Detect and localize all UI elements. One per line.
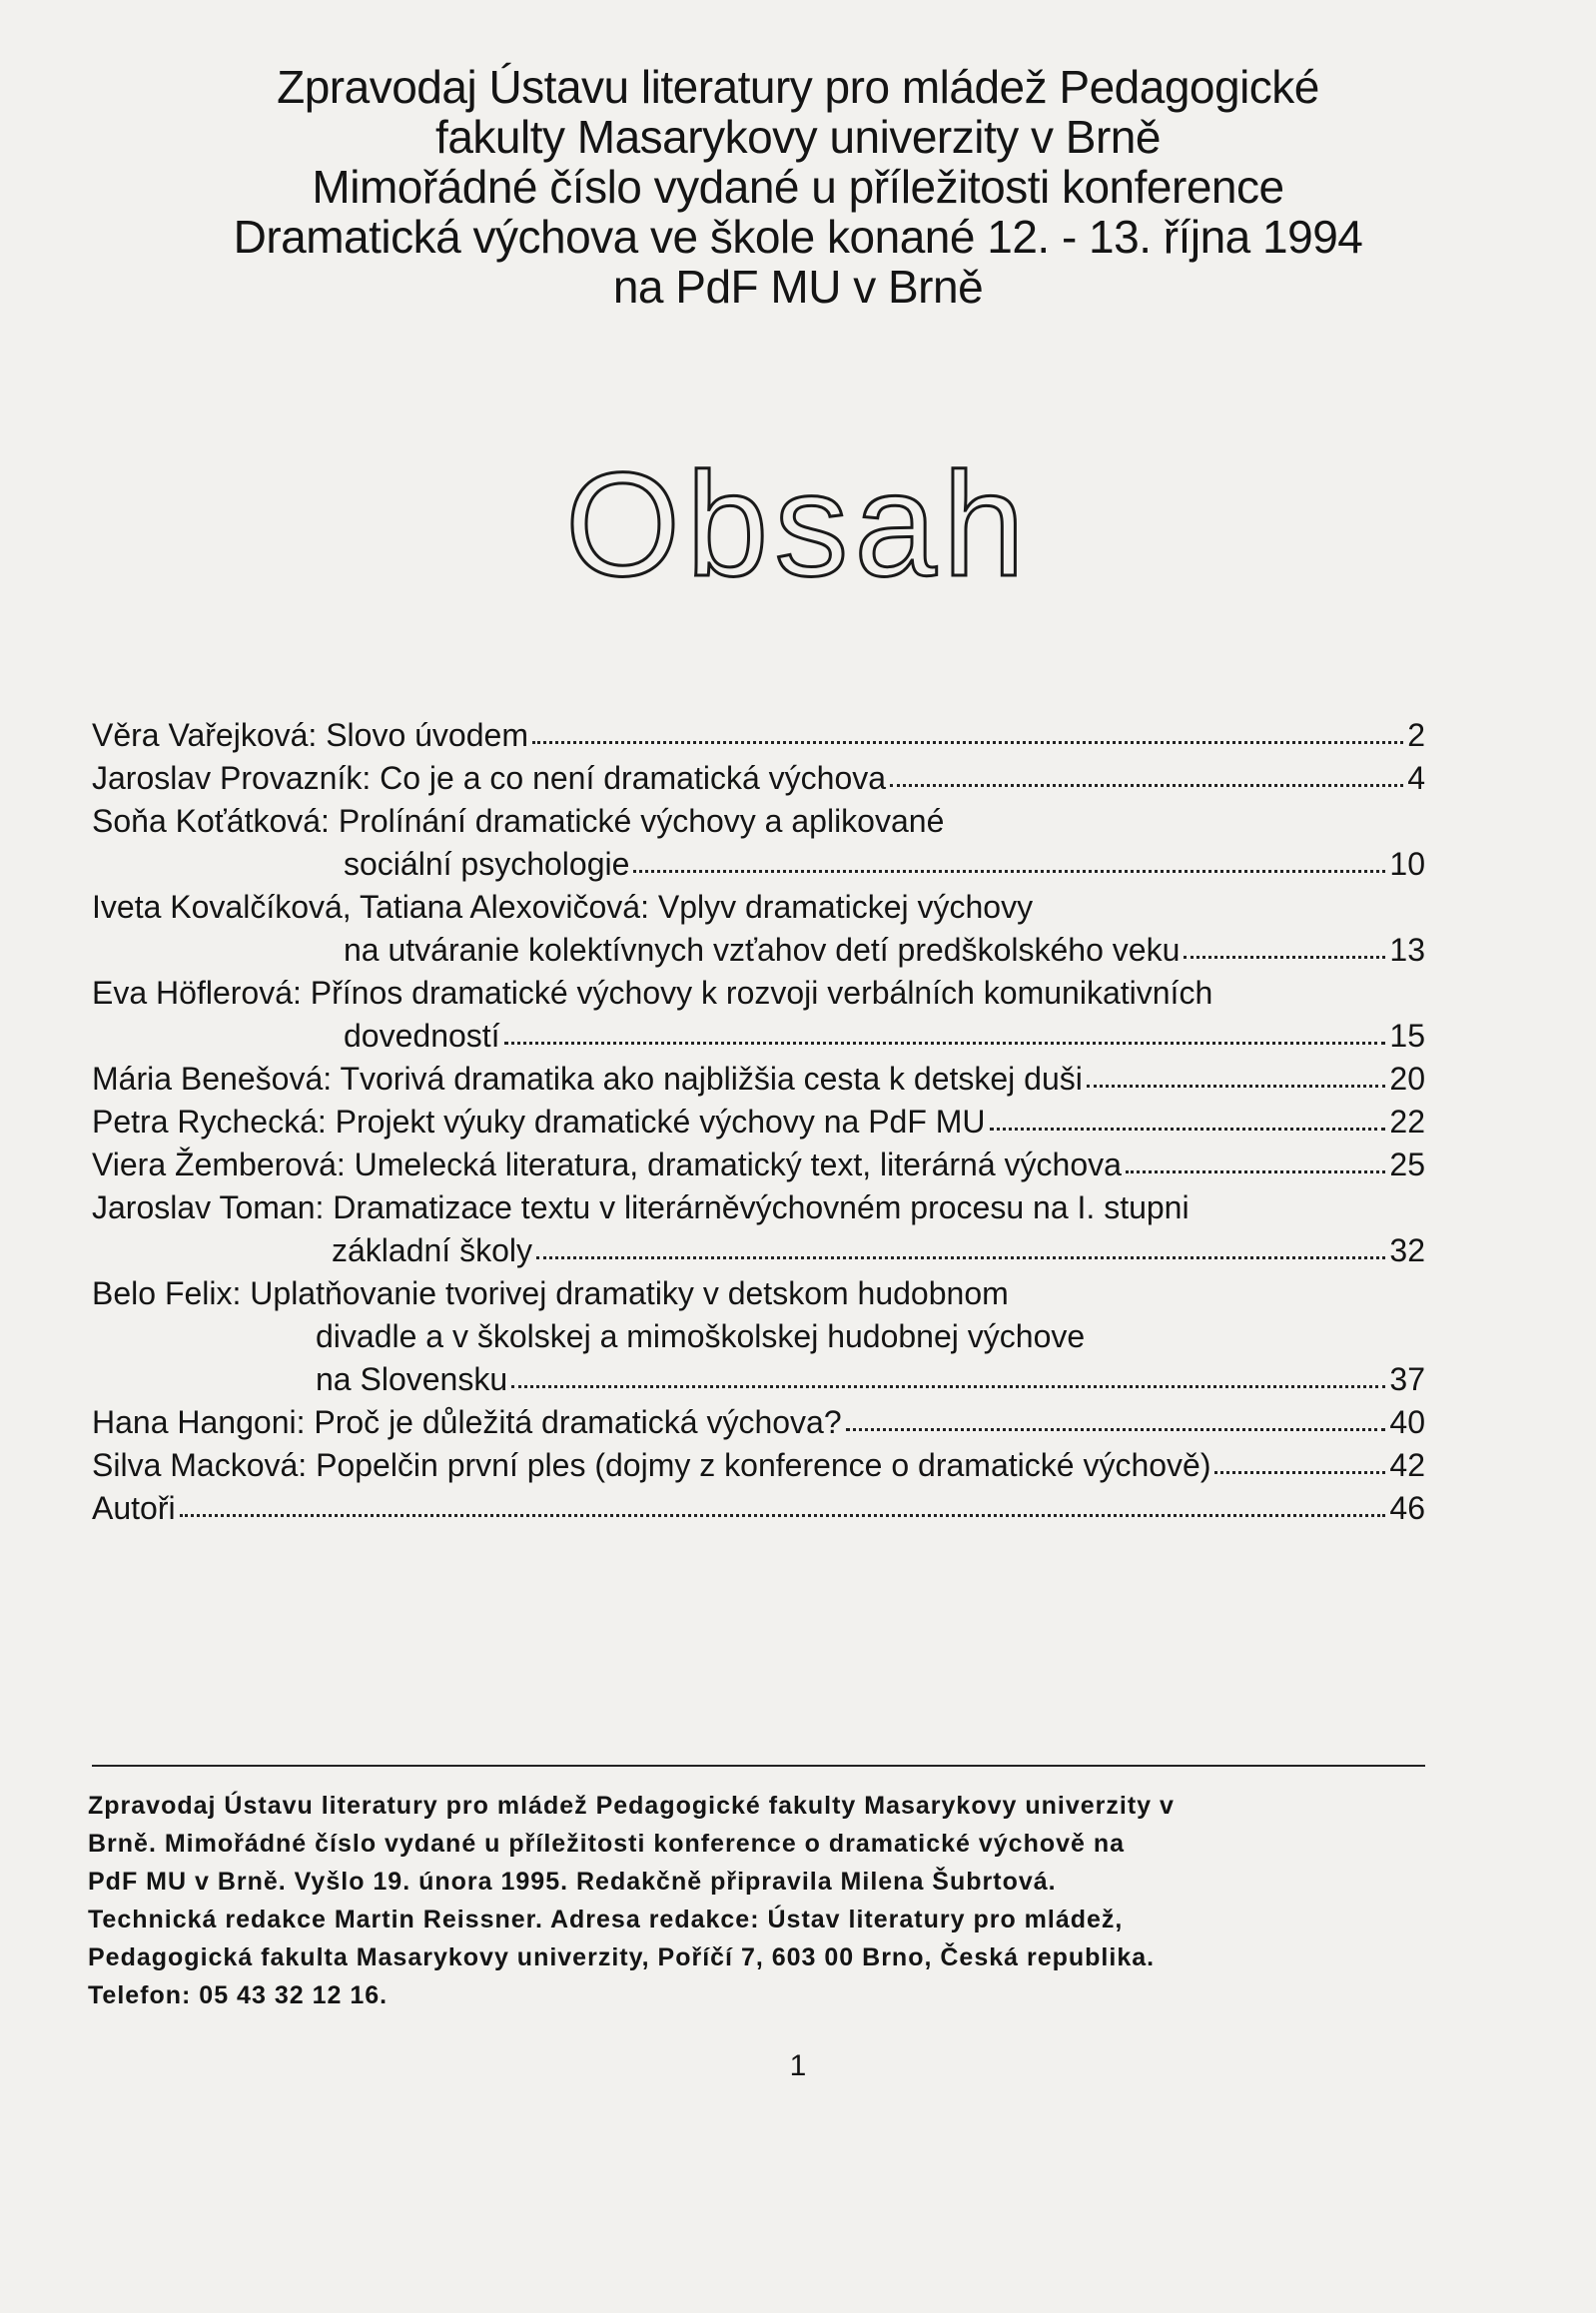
toc-page-number: 40 — [1389, 1404, 1425, 1440]
toc-leader-dots — [1184, 956, 1385, 959]
divider — [92, 1765, 1425, 1767]
toc-line — [92, 1144, 1425, 1186]
toc-line — [92, 929, 1425, 972]
imprint-line: Telefon: 05 43 32 12 16. — [88, 1981, 389, 2009]
imprint-line: Technická redakce Martin Reissner. Adresa redakce: Ústav literatury pro mládež, — [88, 1906, 1124, 1933]
toc-text: základní školy — [332, 1232, 532, 1268]
toc-leader-dots — [990, 1128, 1386, 1131]
toc-text: Belo Felix: Uplatňovanie tvorivej dramatiky v detskom hudobnom — [92, 1275, 1009, 1311]
title-line: Mimořádné číslo vydané u příležitosti konference — [312, 161, 1284, 213]
toc-leader-dots — [504, 1042, 1386, 1045]
toc-text: na utváranie kolektívnych vzťahov detí predškolského veku — [344, 932, 1181, 968]
toc-leader-dots — [511, 1385, 1385, 1388]
table-of-contents — [92, 714, 1425, 1530]
toc-entry — [92, 1401, 1425, 1444]
toc-text: Autoři — [92, 1490, 176, 1526]
toc-line — [92, 1487, 1425, 1530]
toc-line — [92, 1186, 1425, 1229]
toc-leader-dots — [536, 1256, 1385, 1259]
title-line: Dramatická výchova ve škole konané 12. - 13. října 1994 — [233, 211, 1363, 263]
toc-text: Viera Žemberová: Umelecká literatura, dramatický text, literárná výchova — [92, 1147, 1122, 1182]
toc-leader-dots — [180, 1514, 1386, 1517]
toc-entry — [92, 1444, 1425, 1487]
toc-entry — [92, 714, 1425, 757]
toc-line — [92, 1444, 1425, 1487]
toc-page-number: 42 — [1389, 1447, 1425, 1483]
toc-line — [92, 972, 1425, 1015]
toc-text: Mária Benešová: Tvorivá dramatika ako najbližšia cesta k detskej duši — [92, 1061, 1083, 1097]
toc-text: Silva Macková: Popelčin první ples (dojmy z konference o dramatické výchově) — [92, 1447, 1211, 1483]
toc-page-number: 15 — [1389, 1018, 1425, 1054]
contents-heading — [0, 442, 1596, 607]
toc-entry — [92, 1058, 1425, 1101]
toc-entry — [92, 972, 1425, 1058]
toc-entry — [92, 1272, 1425, 1401]
toc-text: Petra Rychecká: Projekt výuky dramatické výchovy na PdF MU — [92, 1104, 986, 1140]
toc-text: Jaroslav Toman: Dramatizace textu v literárněvýchovném procesu na I. stupni — [92, 1189, 1190, 1225]
toc-page-number: 25 — [1389, 1147, 1425, 1182]
toc-page-number: 4 — [1407, 760, 1425, 796]
toc-leader-dots — [532, 741, 1403, 744]
toc-line — [92, 843, 1425, 886]
toc-line — [92, 1015, 1425, 1058]
toc-line — [92, 1229, 1425, 1272]
toc-text: Eva Höflerová: Přínos dramatické výchovy k rozvoji verbálních komunikativních — [92, 975, 1213, 1011]
toc-page-number: 22 — [1389, 1104, 1425, 1140]
toc-text: na Slovensku — [316, 1361, 508, 1397]
contents-heading-text: Obsah — [564, 442, 1032, 607]
toc-line — [92, 757, 1425, 800]
toc-entry — [92, 800, 1425, 886]
title-line: Zpravodaj Ústavu literatury pro mládež Pedagogické — [277, 61, 1319, 113]
toc-line — [92, 1101, 1425, 1144]
toc-text: sociální psychologie — [344, 846, 630, 882]
toc-line — [92, 1058, 1425, 1101]
toc-text: divadle a v školskej a mimoškolskej hudobnej výchove — [316, 1318, 1086, 1354]
toc-page-number: 37 — [1389, 1361, 1425, 1397]
title-line: fakulty Masarykovy univerzity v Brně — [435, 111, 1161, 163]
imprint — [88, 1787, 1426, 2014]
toc-line — [92, 886, 1425, 929]
imprint-line: Brně. Mimořádné číslo vydané u příležitosti konference o dramatické výchově na — [88, 1830, 1126, 1858]
document-title — [0, 62, 1596, 312]
toc-line — [92, 1315, 1425, 1358]
toc-entry — [92, 1487, 1425, 1530]
toc-leader-dots — [890, 784, 1403, 787]
toc-leader-dots — [846, 1428, 1386, 1431]
toc-line — [92, 800, 1425, 843]
toc-text: Hana Hangoni: Proč je důležitá dramatická výchova? — [92, 1404, 842, 1440]
imprint-line: PdF MU v Brně. Vyšlo 19. února 1995. Redakčně připravila Milena Šubrtová. — [88, 1868, 1057, 1896]
toc-text: Iveta Kovalčíková, Tatiana Alexovičová: Vplyv dramatickej výchovy — [92, 889, 1034, 925]
toc-leader-dots — [1214, 1471, 1385, 1474]
toc-line — [92, 714, 1425, 757]
toc-line — [92, 1358, 1425, 1401]
imprint-line: Pedagogická fakulta Masarykovy univerzity, Poříčí 7, 603 00 Brno, Česká republika. — [88, 1943, 1156, 1971]
toc-leader-dots — [633, 870, 1385, 873]
toc-text: Jaroslav Provazník: Co je a co není dramatická výchova — [92, 760, 887, 796]
toc-line — [92, 1401, 1425, 1444]
toc-text: dovedností — [344, 1018, 500, 1054]
toc-page-number: 10 — [1389, 846, 1425, 882]
toc-text: Věra Vařejková: Slovo úvodem — [92, 717, 528, 753]
toc-entry — [92, 886, 1425, 972]
toc-page-number: 32 — [1389, 1232, 1425, 1268]
toc-page-number: 13 — [1389, 932, 1425, 968]
title-line: na PdF MU v Brně — [612, 261, 984, 313]
toc-text: Soňa Koťátková: Prolínání dramatické výchovy a aplikované — [92, 803, 945, 839]
page-number: 1 — [789, 2049, 807, 2082]
toc-line — [92, 1272, 1425, 1315]
toc-page-number: 20 — [1389, 1061, 1425, 1097]
toc-entry — [92, 1186, 1425, 1272]
imprint-line: Zpravodaj Ústavu literatury pro mládež Pedagogické fakulty Masarykovy univerzity v — [88, 1792, 1175, 1820]
toc-leader-dots — [1087, 1085, 1386, 1088]
toc-page-number: 46 — [1389, 1490, 1425, 1526]
toc-leader-dots — [1126, 1170, 1385, 1173]
toc-entry — [92, 1101, 1425, 1144]
toc-entry — [92, 757, 1425, 800]
toc-entry — [92, 1144, 1425, 1186]
toc-page-number: 2 — [1407, 717, 1425, 753]
